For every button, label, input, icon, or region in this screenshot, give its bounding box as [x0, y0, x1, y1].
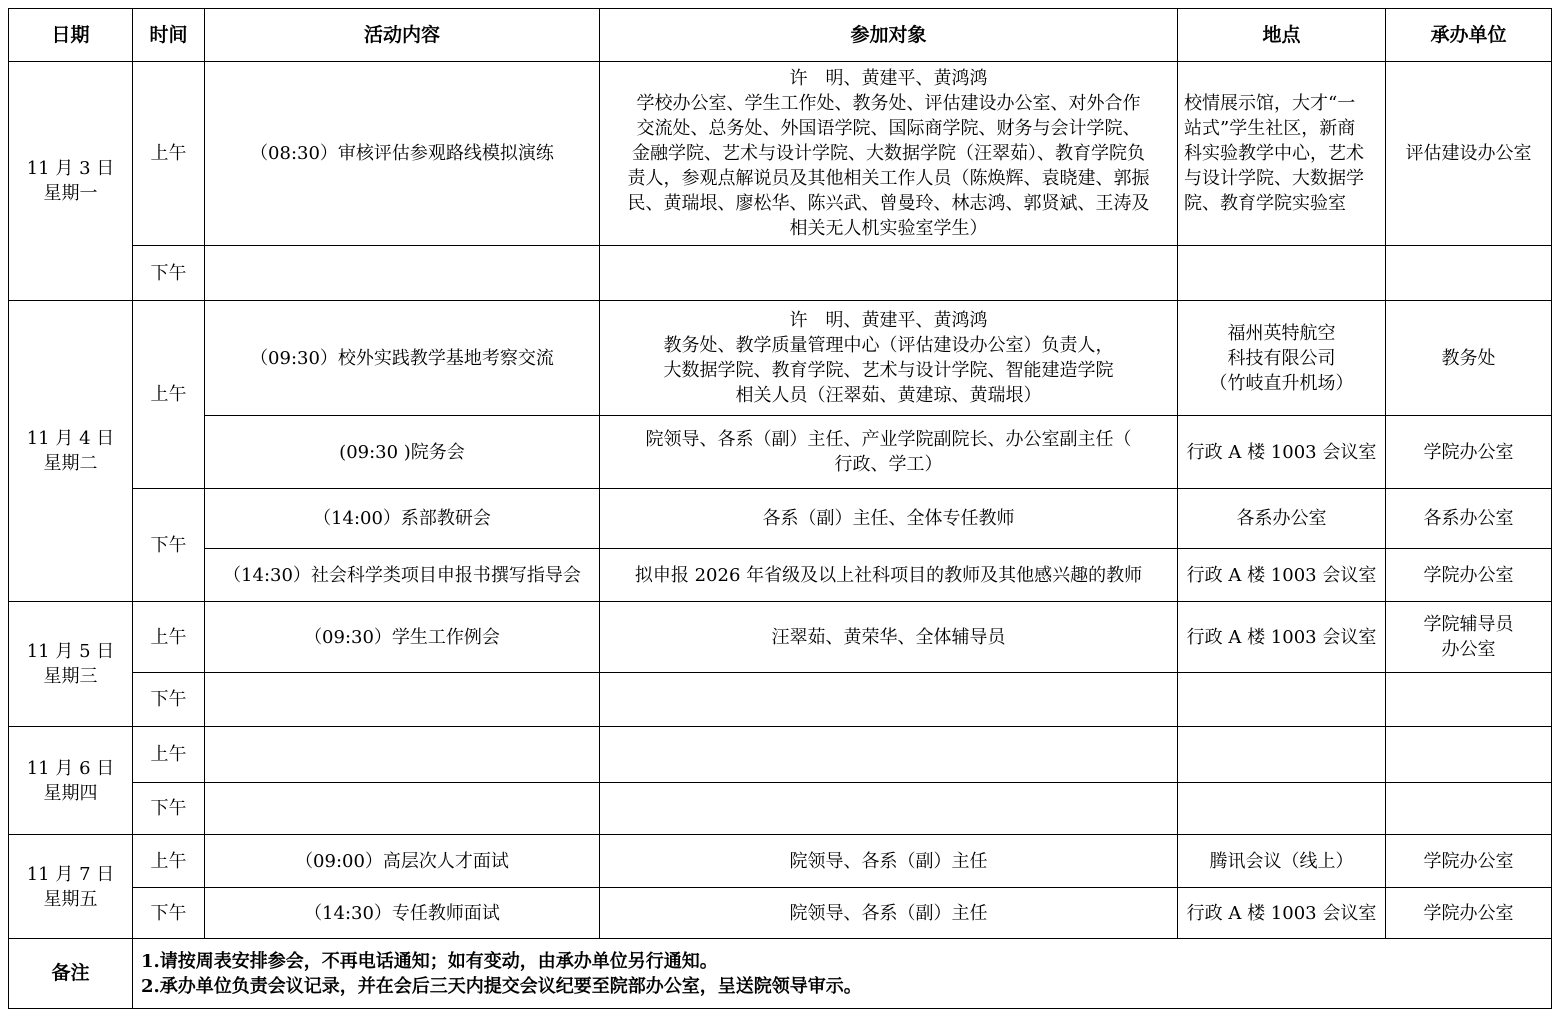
date-cell	[9, 62, 133, 301]
activity-cell: （14:30）专任教师面试	[205, 888, 600, 939]
activity-cell: （14:30）社会科学类项目申报书撰写指导会	[205, 549, 600, 602]
location-line: 科技有限公司	[1227, 347, 1336, 369]
location-line: 校情展示馆，大才“一	[1184, 93, 1356, 114]
weekday-text: 星期二	[43, 453, 98, 474]
organizer-line: 办公室	[1441, 639, 1496, 660]
participants-cell	[600, 416, 1178, 489]
time-cell: 下午	[133, 888, 205, 939]
table-row	[9, 301, 1552, 416]
participants-cell: 汪翠茹、黄荣华、全体辅导员	[600, 602, 1178, 673]
participants-line: 大数据学院、教育学院、艺术与设计学院、智能建造学院	[663, 360, 1114, 381]
activity-cell	[205, 783, 600, 835]
table-row	[9, 783, 1552, 835]
header-date: 日期	[9, 9, 133, 62]
date-text: 11 月 7 日	[26, 863, 115, 885]
location-cell	[1178, 783, 1386, 835]
table-row	[9, 835, 1552, 888]
participants-line: 行政、学工）	[834, 454, 943, 475]
activity-cell	[205, 673, 600, 727]
date-text: 11 月 4 日	[26, 428, 115, 449]
time-cell: 上午	[133, 602, 205, 673]
date-cell	[9, 602, 133, 727]
organizer-cell: 教务处	[1386, 301, 1552, 416]
organizer-cell: 学院办公室	[1386, 888, 1552, 939]
header-location: 地点	[1178, 9, 1386, 62]
organizer-cell	[1386, 246, 1552, 301]
activity-cell: （09:30）校外实践教学基地考察交流	[205, 301, 600, 416]
weekday-text: 星期四	[43, 782, 98, 804]
participants-line: 金融学院、艺术与设计学院、大数据学院（汪翠茹）、教育学院负	[632, 143, 1145, 164]
participants-line: 教务处、教学质量管理中心（评估建设办公室）负责人，	[663, 335, 1114, 356]
table-row	[9, 62, 1552, 246]
location-cell: 行政 A 楼 1003 会议室	[1178, 602, 1386, 673]
notes-content	[133, 939, 1552, 1009]
header-row	[9, 9, 1552, 62]
participants-cell	[600, 673, 1178, 727]
organizer-cell	[1386, 727, 1552, 783]
activity-cell: （14:00）系部教研会	[205, 489, 600, 549]
table-row	[9, 727, 1552, 783]
date-cell	[9, 835, 133, 939]
time-cell: 下午	[133, 246, 205, 301]
location-cell: 行政 A 楼 1003 会议室	[1178, 416, 1386, 489]
participants-cell	[600, 301, 1178, 416]
date-text: 11 月 5 日	[26, 641, 115, 662]
location-line: 院、教育学院实验室	[1184, 193, 1346, 214]
participants-line: 相关无人机实验室学生）	[789, 218, 988, 239]
participants-line: 许 明、黄建平、黄鸿鸿	[789, 68, 988, 89]
participants-line: 学校办公室、学生工作处、教务处、评估建设办公室、对外合作	[636, 93, 1141, 114]
activity-cell: (09:30 )院务会	[205, 416, 600, 489]
table-row	[9, 602, 1552, 673]
organizer-cell: 学院办公室	[1386, 416, 1552, 489]
participants-cell	[600, 62, 1178, 246]
table-row	[9, 888, 1552, 939]
location-line: （竹岐直升机场）	[1209, 372, 1354, 394]
activity-cell: （09:00）高层次人才面试	[205, 835, 600, 888]
organizer-line: 学院辅导员	[1423, 614, 1514, 635]
location-cell: 腾讯会议（线上）	[1178, 835, 1386, 888]
location-cell: 行政 A 楼 1003 会议室	[1178, 549, 1386, 602]
location-cell	[1178, 727, 1386, 783]
table-row	[9, 246, 1552, 301]
participants-line: 责人，参观点解说员及其他相关工作人员（陈焕辉、袁晓建、郭振	[627, 168, 1150, 189]
time-cell: 下午	[133, 783, 205, 835]
notes-line-1: 1.请按周表安排参会，不再电话通知；如有变动，由承办单位另行通知。	[141, 950, 718, 972]
participants-cell: 拟申报 2026 年省级及以上社科项目的教师及其他感兴趣的教师	[600, 549, 1178, 602]
date-cell	[9, 301, 133, 602]
participants-line: 许 明、黄建平、黄鸿鸿	[789, 310, 988, 331]
table-row	[9, 673, 1552, 727]
organizer-cell: 各系办公室	[1386, 489, 1552, 549]
location-cell	[1178, 673, 1386, 727]
weekday-text: 星期三	[43, 666, 98, 687]
activity-cell	[205, 246, 600, 301]
header-organizer: 承办单位	[1386, 9, 1552, 62]
time-cell: 下午	[133, 489, 205, 602]
location-cell: 各系办公室	[1178, 489, 1386, 549]
header-participants: 参加对象	[600, 9, 1178, 62]
participants-cell	[600, 783, 1178, 835]
participants-line: 相关人员（汪翠茹、黄建琼、黄瑞垠）	[735, 385, 1042, 406]
participants-cell	[600, 246, 1178, 301]
activity-cell: （08:30）审核评估参观路线模拟演练	[205, 62, 600, 246]
location-line: 与设计学院、大数据学	[1184, 168, 1364, 189]
time-cell: 上午	[133, 727, 205, 783]
date-text: 11 月 6 日	[26, 757, 115, 779]
date-text: 11 月 3 日	[26, 158, 115, 179]
location-cell	[1178, 62, 1386, 246]
participants-line: 民、黄瑞垠、廖松华、陈兴武、曾曼玲、林志鸿、郭贤斌、王涛及	[627, 193, 1150, 214]
table-row	[9, 549, 1552, 602]
participants-line: 交流处、总务处、外国语学院、国际商学院、财务与会计学院、	[636, 118, 1141, 139]
header-activity: 活动内容	[205, 9, 600, 62]
notes-line-2: 2.承办单位负责会议记录，并在会后三天内提交会议纪要至院部办公室，呈送院领导审示。	[141, 975, 862, 997]
time-cell: 上午	[133, 62, 205, 246]
weekday-text: 星期五	[43, 888, 98, 910]
notes-row	[9, 939, 1552, 1009]
time-cell: 上午	[133, 835, 205, 888]
activity-cell: （09:30）学生工作例会	[205, 602, 600, 673]
table-row	[9, 489, 1552, 549]
location-line: 福州英特航空	[1227, 322, 1336, 344]
organizer-cell: 评估建设办公室	[1386, 62, 1552, 246]
header-time: 时间	[133, 9, 205, 62]
schedule-table	[8, 8, 1552, 1009]
location-line: 科实验教学中心，艺术	[1184, 143, 1364, 164]
location-line: 站式”学生社区，新商	[1184, 118, 1356, 139]
participants-cell	[600, 727, 1178, 783]
organizer-cell: 学院办公室	[1386, 549, 1552, 602]
organizer-cell	[1386, 783, 1552, 835]
organizer-cell: 学院办公室	[1386, 835, 1552, 888]
time-cell: 下午	[133, 673, 205, 727]
location-cell	[1178, 301, 1386, 416]
participants-cell: 院领导、各系（副）主任	[600, 835, 1178, 888]
weekday-text: 星期一	[43, 183, 98, 204]
organizer-cell	[1386, 673, 1552, 727]
organizer-cell	[1386, 602, 1552, 673]
participants-cell: 各系（副）主任、全体专任教师	[600, 489, 1178, 549]
notes-label: 备注	[9, 939, 133, 1009]
location-cell: 行政 A 楼 1003 会议室	[1178, 888, 1386, 939]
activity-cell	[205, 727, 600, 783]
participants-cell: 院领导、各系（副）主任	[600, 888, 1178, 939]
date-cell	[9, 727, 133, 835]
time-cell: 上午	[133, 301, 205, 489]
location-cell	[1178, 246, 1386, 301]
participants-line: 院领导、各系（副）主任、产业学院副院长、办公室副主任（	[645, 429, 1132, 450]
table-row	[9, 416, 1552, 489]
